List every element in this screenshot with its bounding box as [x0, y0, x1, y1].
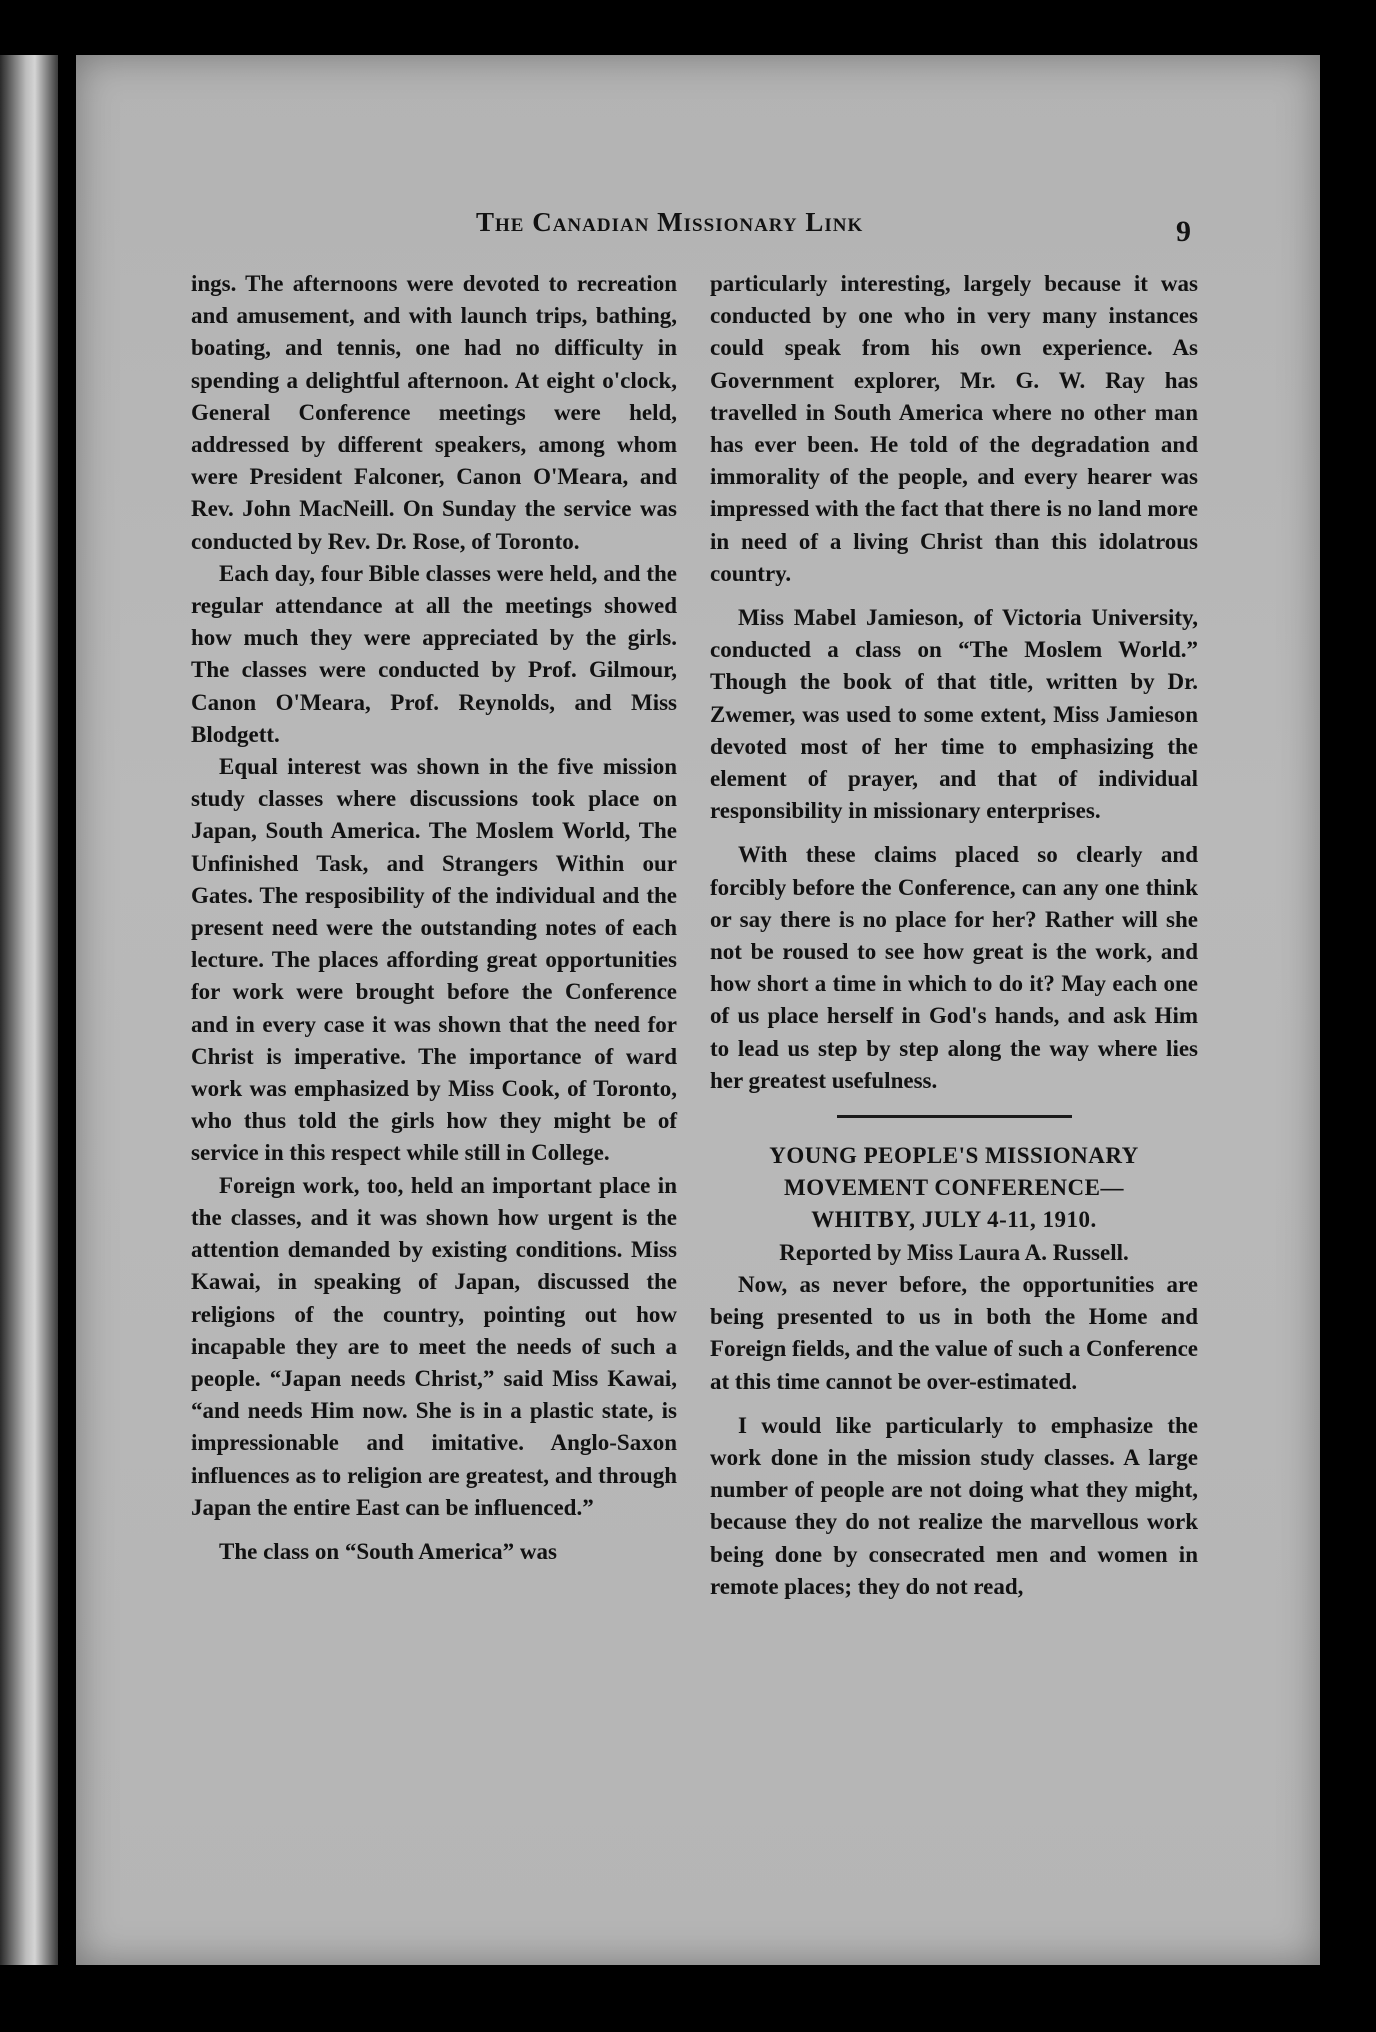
- left-column: [191, 268, 677, 1568]
- article-heading-line: YOUNG PEOPLE'S MISSIONARY: [769, 1143, 1139, 1169]
- paragraph: particularly interesting, largely because it was conducted by one who in very many instances could speak from his own experience. As Government explorer, Mr. G. W. Ray has travelled in South America where no other man has ever been. He told of the degradation and immorality of the people, and every hearer was impressed with the fact that there is no land more in need of a living Christ than this idolatrous country.: [710, 271, 1198, 586]
- section-divider: [837, 1115, 1072, 1118]
- paragraph: I would like particularly to emphasize the work done in the mission study classes. A large number of people are not doing what they might, because they do not realize the marvellous work being done by consecrated men and women in remote places; they do not read,: [710, 1412, 1198, 1599]
- magazine-page: [76, 55, 1320, 1965]
- scan-border-strip: [0, 55, 58, 1965]
- paragraph: Foreign work, too, held an important place in the classes, and it was shown how urgent is the attention demanded by existing conditions. Miss Kawai, in speaking of Japan, discussed the religions of the country, pointing out how incapable they are to meet the needs of such a people. “Japan needs Christ,” said Miss Kawai, “and needs Him now. She is in a plastic state, is impressionable and imitative. Anglo-Saxon influences as to religion are greatest, and through Japan the entire East can be influenced.”: [191, 1172, 677, 1520]
- running-header: [476, 207, 1036, 238]
- paragraph: Equal interest was shown in the five mission study classes where discussions took place on Japan, South America. The Moslem World, The Unfinished Task, and Strangers Within our Gates. The resposibility of the individual and the present need were the outstanding notes of each lecture. The places affording great opportunities for work were brought before the Conference and in every case it was shown that the need for Christ is imperative. The importance of ward work was emphasized by Miss Cook, of Toronto, who thus told the girls how they might be of service in this respect while still in College.: [191, 754, 677, 1166]
- paragraph: The class on “South America” was: [219, 1538, 557, 1564]
- paragraph: Each day, four Bible classes were held, and the regular attendance at all the meetings showed how much they were appreciated by the girls. The classes were conducted by Prof. Gilmour, Canon O'Meara, Prof. Reynolds, and Miss Blodgett.: [191, 560, 677, 747]
- paragraph: Miss Mabel Jamieson, of Victoria University, conducted a class on “The Moslem World.” Though the book of that title, written by Dr. Zwemer, was used to some extent, Miss Jamieson devoted most of her time to emphasizing the element of prayer, and that of individual responsibility in missionary enterprises.: [710, 605, 1198, 824]
- publication-title: The Canadian Missionary Link: [476, 207, 864, 237]
- paragraph: With these claims placed so clearly and forcibly before the Conference, can any one think or say there is no place for her? Rather will she not be roused to see how great is the work, and how short a time in which to do it? May each one of us place herself in God's hands, and ask Him to lead us step by step along the way where lies her greatest usefulness.: [710, 842, 1198, 1093]
- paragraph: ings. The afternoons were devoted to recreation and amusement, and with launch trips, bathing, boating, and tennis, one had no difficulty in spending a delightful afternoon. At eight o'clock, General Conference meetings were held, addressed by different speakers, among whom were President Falconer, Canon O'Meara, and Rev. John MacNeill. On Sunday the service was conducted by Rev. Dr. Rose, of Toronto.: [191, 271, 677, 554]
- right-column: [710, 268, 1198, 1603]
- article-byline: Reported by Miss Laura A. Russell.: [779, 1239, 1129, 1265]
- article-heading-line: MOVEMENT CONFERENCE—: [784, 1175, 1124, 1201]
- paragraph: Now, as never before, the opportunities are being presented to us in both the Home and Foreign fields, and the value of such a Conference at this time cannot be over-estimated.: [710, 1271, 1198, 1394]
- article-heading-line: WHITBY, JULY 4-11, 1910.: [811, 1207, 1097, 1233]
- page-number: 9: [1176, 215, 1191, 248]
